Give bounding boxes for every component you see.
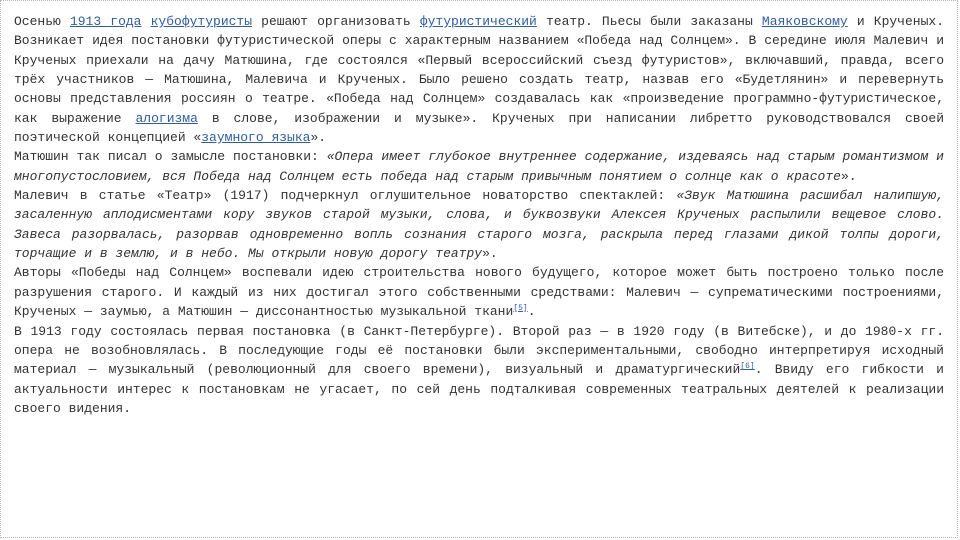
text: Осенью	[14, 14, 70, 29]
text: театр. Пьесы были заказаны	[536, 14, 762, 29]
text: Авторы «Победы над Солнцем» воспевали идею строительства нового будущего, которое может быть построено только после разрушения старого. И каждый из них достигал этого собственными средствами: Малевич — супрематическими построениями, Крученых — заумью, а Матюшин — диссонантностью музыкальной ткани	[14, 265, 944, 320]
link-mayakovsky[interactable]: Маяковскому	[761, 14, 848, 29]
footnote-ref-6	[740, 362, 754, 371]
footnote-link-5[interactable]: [5]	[513, 304, 528, 314]
paragraph-5	[14, 322, 944, 419]
link-futuristic[interactable]: футуристический	[419, 14, 537, 29]
link-alogism[interactable]: алогизма	[135, 110, 198, 126]
article-text	[14, 12, 944, 418]
text: Малевич в статье «Театр» (1917) подчеркнул оглушительное новаторство спектаклей:	[14, 188, 677, 204]
quote-malevich: «Звук Матюшина расшибал налипшую, засаленную аплодисментами кору звуков старой музыки, слова, и буквозвуки Алексея Крученых распылили вещевое слово. Завеса разорвалась, разорвав одновременно вопль сознания старого мозга, раскрыла перед глазами дикой толпы дороги, торчащие и в землю, и в небо. Мы открыли новую дорогу театру	[14, 188, 944, 262]
link-1913-year[interactable]: 1913 года	[69, 14, 142, 29]
text: .	[527, 304, 536, 320]
text: ».	[310, 130, 327, 146]
text: Матюшин так писал о замысле постановки:	[14, 149, 327, 165]
text: и Крученых. Возникает идея постановки футуристической оперы с характерным названием «Победа над Солнцем». В середине июля Малевич и Крученых приехали на дачу Матюшина, где состоялся «Первый всероссийский съезд футуристов», включавший, правда, всего трёх участников — Матюшина, Малевича и Крученых. Было решено создать театр, назвав его «Будетлянин» и перевернуть основы представления россиян о театре. «Победа над Солнцем» создавалась как «произведение программно-футуристическое, как выражение	[14, 14, 944, 126]
paragraph-4	[14, 263, 944, 321]
paragraph-3	[14, 186, 944, 263]
text: ».	[482, 246, 498, 262]
link-zaum-language[interactable]: заумного языка	[201, 130, 311, 146]
text: В 1913 году состоялась первая постановка (в Санкт-Петербурге). Второй раз — в 1920 году (в Витебске), и до 1980-х гг. опера не возобновлялась. В последующие годы её постановки были экспериментальными, свободно интерпретируя исходный материал — музыкальный (революционный для своего времени), визуальный и драматургический	[14, 323, 944, 378]
paragraph-2	[14, 147, 944, 186]
footnote-link-6[interactable]: [6]	[740, 362, 755, 372]
text: решают организовать	[252, 14, 420, 29]
text: ».	[840, 168, 857, 184]
text: . Ввиду его гибкости и актуальности интерес к постановкам не угасает, по сей день подталкивая современных театральных деятелей к реализации своего видения.	[14, 362, 944, 416]
text	[141, 14, 150, 29]
paragraph-1	[14, 12, 944, 147]
text: в слове, изображении и музыке». Крученых при написании либретто руководствовался своей поэтической концепцией «	[14, 110, 945, 146]
link-cubofuturists[interactable]: кубофутуристы	[150, 14, 253, 29]
quote-matyushin: «Опера имеет глубокое внутреннее содержание, издеваясь над старым романтизмом и многопустословием, вся Победа над Солнцем есть победа над старым привычным понятием о солнце как о красоте	[14, 149, 944, 184]
footnote-ref-5	[513, 304, 527, 313]
